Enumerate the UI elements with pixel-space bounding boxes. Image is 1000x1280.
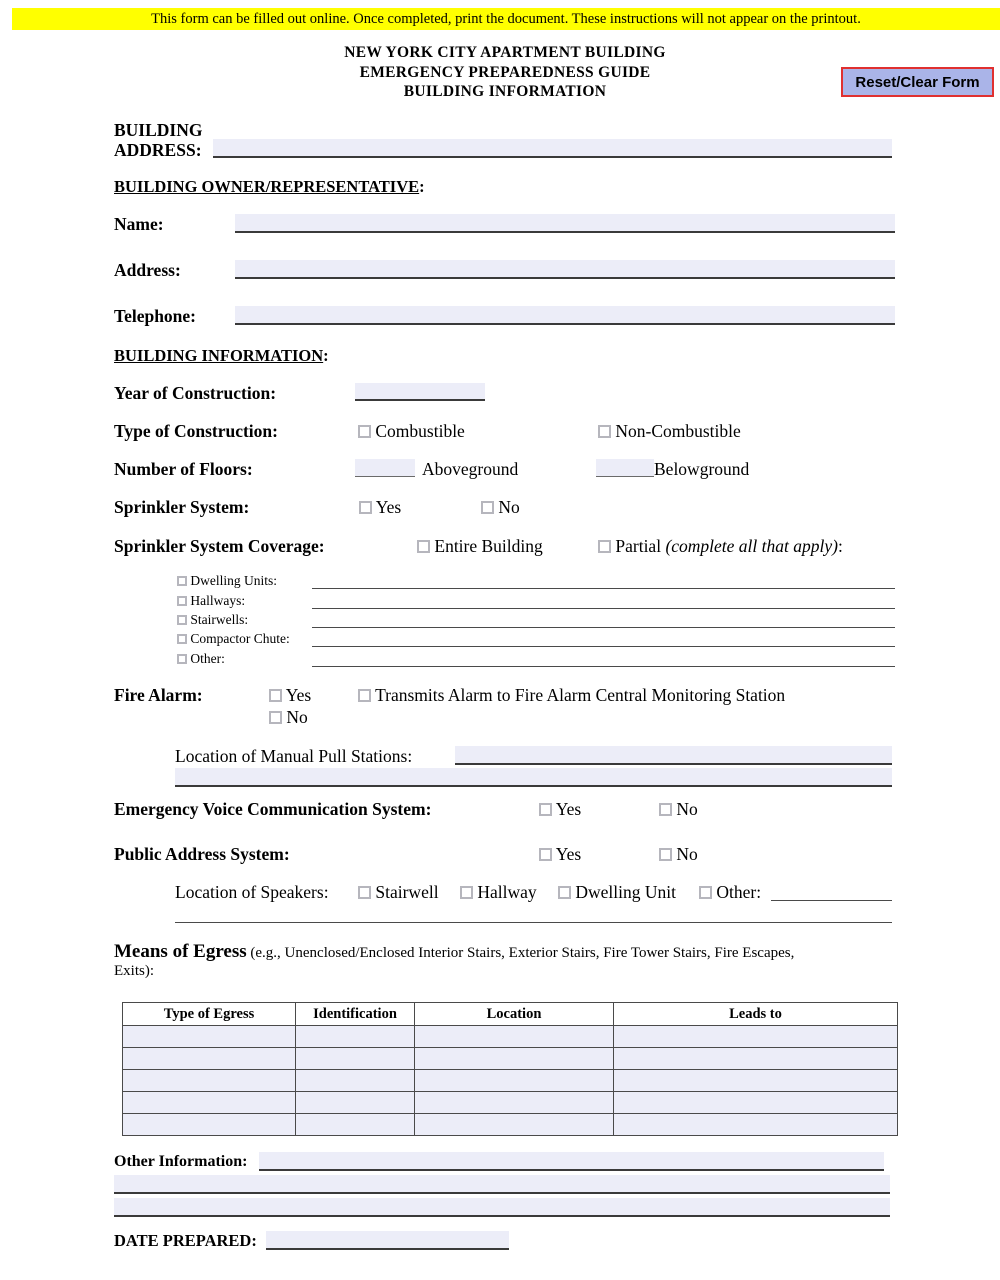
transmits-alarm-checkbox[interactable] bbox=[358, 689, 371, 702]
emergency-voice-no-checkbox[interactable] bbox=[659, 803, 672, 816]
means-of-egress-title: Means of Egress bbox=[114, 941, 247, 962]
speakers-extra-input[interactable] bbox=[175, 906, 892, 923]
cell-leads-to[interactable] bbox=[614, 1092, 898, 1114]
table-row[interactable] bbox=[123, 1092, 898, 1114]
dwelling-units-checkbox[interactable] bbox=[177, 576, 187, 586]
building-info-heading bbox=[114, 346, 329, 366]
cell-identification[interactable] bbox=[296, 1114, 415, 1136]
table-row[interactable] bbox=[123, 1114, 898, 1136]
owner-section-heading bbox=[114, 177, 425, 197]
checkbox-row-emergency-voice-yes[interactable] bbox=[539, 799, 581, 819]
owner-name-input[interactable] bbox=[235, 214, 895, 233]
owner-telephone-label: Telephone: bbox=[114, 306, 197, 326]
public-address-label: Public Address System: bbox=[114, 844, 290, 864]
cell-identification[interactable] bbox=[296, 1026, 415, 1048]
means-of-egress-description-1: (e.g., Unenclosed/Enclosed Interior Stairs, Exterior Stairs, Fire Tower Stairs, Fire Escapes, bbox=[250, 945, 795, 961]
entire-building-label: Entire Building bbox=[434, 536, 543, 556]
type-of-construction-label: Type of Construction: bbox=[114, 421, 278, 441]
other-information-input-1[interactable] bbox=[259, 1152, 884, 1171]
checkbox-row-partial[interactable] bbox=[598, 536, 843, 556]
checkbox-row-entire-building[interactable] bbox=[417, 536, 543, 556]
pull-stations-input-1[interactable] bbox=[455, 746, 892, 765]
other-coverage-checkbox[interactable] bbox=[177, 654, 187, 664]
emergency-voice-no-label: No bbox=[676, 799, 698, 819]
checkbox-row-fire-alarm-no[interactable] bbox=[269, 707, 308, 727]
cell-leads-to[interactable] bbox=[614, 1070, 898, 1092]
means-of-egress-table bbox=[122, 1002, 898, 1136]
public-address-no-checkbox[interactable] bbox=[659, 848, 672, 861]
cell-location[interactable] bbox=[415, 1048, 614, 1070]
number-of-floors-label: Number of Floors: bbox=[114, 459, 253, 479]
transmits-alarm-label: Transmits Alarm to Fire Alarm Central Monitoring Station bbox=[375, 685, 786, 705]
cell-location[interactable] bbox=[415, 1092, 614, 1114]
public-address-yes-label: Yes bbox=[555, 844, 582, 864]
cell-location[interactable] bbox=[415, 1070, 614, 1092]
speakers-label: Location of Speakers: bbox=[175, 882, 329, 902]
speaker-dwelling-unit-label: Dwelling Unit bbox=[575, 882, 676, 902]
compactor-chute-checkbox[interactable] bbox=[177, 634, 187, 644]
emergency-voice-yes-checkbox[interactable] bbox=[539, 803, 552, 816]
checkbox-row-transmits-alarm[interactable] bbox=[358, 685, 785, 705]
other-coverage-input[interactable] bbox=[312, 651, 895, 667]
checkbox-row-public-address-yes[interactable] bbox=[539, 844, 581, 864]
checkbox-row-fire-alarm-yes[interactable] bbox=[269, 685, 311, 705]
sprinkler-no-label: No bbox=[498, 497, 520, 517]
floors-aboveground-input[interactable] bbox=[355, 459, 415, 477]
checkbox-row-speaker-stairwell[interactable] bbox=[358, 882, 439, 902]
stairwells-input[interactable] bbox=[312, 612, 895, 628]
cell-type-of-egress[interactable] bbox=[123, 1048, 296, 1070]
checkbox-row-compactor-chute[interactable] bbox=[177, 631, 290, 647]
speaker-other-checkbox[interactable] bbox=[699, 886, 712, 899]
instruction-banner-text: This form can be filled out online. Once completed, print the document. These instructions will not appear on the printout. bbox=[151, 10, 861, 27]
other-coverage-label: Other: bbox=[190, 651, 225, 666]
date-prepared-label: DATE PREPARED: bbox=[114, 1231, 257, 1250]
checkbox-row-sprinkler-no[interactable] bbox=[481, 497, 520, 517]
fire-alarm-label bbox=[114, 685, 203, 705]
year-of-construction-input[interactable] bbox=[355, 383, 485, 401]
fire-alarm-label-text: Fire Alarm bbox=[114, 685, 197, 705]
dwelling-units-label: Dwelling Units: bbox=[190, 573, 277, 588]
hallways-checkbox[interactable] bbox=[177, 596, 187, 606]
title-line-3: BUILDING INFORMATION bbox=[403, 83, 607, 100]
owner-name-label: Name: bbox=[114, 214, 164, 234]
title-line-2: EMERGENCY PREPAREDNESS GUIDE bbox=[359, 63, 651, 81]
stairwells-checkbox[interactable] bbox=[177, 615, 187, 625]
cell-leads-to[interactable] bbox=[614, 1048, 898, 1070]
sprinkler-yes-checkbox[interactable] bbox=[359, 501, 372, 514]
partial-note: (complete all that apply) bbox=[665, 536, 838, 556]
checkbox-row-combustible[interactable] bbox=[358, 421, 465, 441]
checkbox-row-speaker-dwelling-unit[interactable] bbox=[558, 882, 676, 902]
building-address-label-line1: BUILDING bbox=[114, 120, 203, 140]
cell-identification[interactable] bbox=[296, 1070, 415, 1092]
floors-belowground-label: Belowground bbox=[654, 459, 750, 479]
owner-telephone-input[interactable] bbox=[235, 306, 895, 325]
combustible-label: Combustible bbox=[375, 421, 465, 441]
year-of-construction-label: Year of Construction: bbox=[114, 383, 277, 403]
cell-type-of-egress[interactable] bbox=[123, 1070, 296, 1092]
stairwells-label: Stairwells: bbox=[190, 612, 249, 627]
compactor-chute-label: Compactor Chute: bbox=[190, 631, 290, 646]
checkbox-row-stairwells[interactable] bbox=[177, 612, 248, 628]
cell-location[interactable] bbox=[415, 1114, 614, 1136]
speaker-hallway-label: Hallway bbox=[477, 882, 537, 902]
sprinkler-coverage-label: Sprinkler System Coverage: bbox=[114, 536, 325, 556]
owner-address-label: Address: bbox=[114, 260, 181, 280]
checkbox-row-emergency-voice-no[interactable] bbox=[659, 799, 698, 819]
checkbox-row-sprinkler-yes[interactable] bbox=[359, 497, 401, 517]
building-address-label-line2: ADDRESS: bbox=[114, 140, 202, 160]
fire-alarm-no-label: No bbox=[286, 707, 308, 727]
compactor-chute-input[interactable] bbox=[312, 631, 895, 647]
date-prepared-input[interactable] bbox=[266, 1231, 509, 1250]
column-header-location: Location bbox=[415, 1003, 614, 1026]
sprinkler-yes-label: Yes bbox=[375, 497, 402, 517]
emergency-voice-label: Emergency Voice Communication System: bbox=[114, 799, 432, 819]
title-line-1: NEW YORK CITY APARTMENT BUILDING bbox=[344, 44, 666, 61]
fire-alarm-label-colon: : bbox=[196, 685, 203, 705]
other-information-input-3[interactable] bbox=[114, 1198, 890, 1217]
checkbox-row-hallways[interactable] bbox=[177, 593, 245, 609]
sprinkler-no-checkbox[interactable] bbox=[481, 501, 494, 514]
owner-address-input[interactable] bbox=[235, 260, 895, 279]
partial-note-colon: : bbox=[837, 536, 843, 556]
pull-stations-label: Location of Manual Pull Stations: bbox=[175, 746, 413, 766]
public-address-no-label: No bbox=[676, 844, 698, 864]
building-info-heading-colon: : bbox=[323, 346, 329, 365]
other-information-label: Other Information: bbox=[114, 1153, 248, 1170]
pull-stations-input-2[interactable] bbox=[175, 768, 892, 787]
fire-alarm-yes-label: Yes bbox=[285, 685, 312, 705]
speaker-hallway-checkbox[interactable] bbox=[460, 886, 473, 899]
checkbox-row-speaker-other[interactable] bbox=[699, 882, 761, 902]
table-row[interactable] bbox=[123, 1070, 898, 1092]
cell-type-of-egress[interactable] bbox=[123, 1026, 296, 1048]
hallways-input[interactable] bbox=[312, 593, 895, 609]
fire-alarm-yes-checkbox[interactable] bbox=[269, 689, 282, 702]
cell-identification[interactable] bbox=[296, 1092, 415, 1114]
non-combustible-checkbox[interactable] bbox=[598, 425, 611, 438]
cell-leads-to[interactable] bbox=[614, 1026, 898, 1048]
checkbox-row-dwelling-units[interactable] bbox=[177, 573, 277, 589]
emergency-voice-yes-label: Yes bbox=[555, 799, 582, 819]
cell-type-of-egress[interactable] bbox=[123, 1092, 296, 1114]
means-of-egress-heading bbox=[114, 941, 894, 963]
speaker-other-label: Other: bbox=[716, 882, 762, 902]
column-header-type-of-egress: Type of Egress bbox=[123, 1003, 296, 1026]
checkbox-row-other-coverage[interactable] bbox=[177, 651, 225, 667]
cell-type-of-egress[interactable] bbox=[123, 1114, 296, 1136]
owner-section-heading-text: BUILDING OWNER/REPRESENTATIVE bbox=[114, 177, 420, 196]
table-row[interactable] bbox=[123, 1026, 898, 1048]
speaker-stairwell-label: Stairwell bbox=[375, 882, 439, 902]
fire-alarm-no-checkbox[interactable] bbox=[269, 711, 282, 724]
partial-label: Partial bbox=[615, 536, 662, 556]
building-info-heading-text: BUILDING INFORMATION bbox=[114, 346, 324, 365]
checkbox-row-public-address-no[interactable] bbox=[659, 844, 698, 864]
speaker-dwelling-unit-checkbox[interactable] bbox=[558, 886, 571, 899]
other-information-input-2[interactable] bbox=[114, 1175, 890, 1194]
building-address-input[interactable] bbox=[213, 139, 892, 158]
non-combustible-label: Non-Combustible bbox=[615, 421, 741, 441]
reset-clear-form-button[interactable]: Reset/Clear Form bbox=[841, 67, 994, 97]
hallways-label: Hallways: bbox=[190, 593, 246, 608]
floors-belowground-input[interactable] bbox=[596, 459, 654, 477]
public-address-yes-checkbox[interactable] bbox=[539, 848, 552, 861]
sprinkler-system-label: Sprinkler System: bbox=[114, 497, 250, 517]
checkbox-row-non-combustible[interactable] bbox=[598, 421, 741, 441]
speaker-other-input[interactable] bbox=[771, 884, 892, 901]
cell-identification[interactable] bbox=[296, 1048, 415, 1070]
column-header-leads-to: Leads to bbox=[614, 1003, 898, 1026]
partial-checkbox[interactable] bbox=[598, 540, 611, 553]
dwelling-units-input[interactable] bbox=[312, 573, 895, 589]
entire-building-checkbox[interactable] bbox=[417, 540, 430, 553]
floors-aboveground-label: Aboveground bbox=[422, 459, 519, 479]
table-header-row bbox=[123, 1003, 898, 1026]
column-header-identification: Identification bbox=[296, 1003, 415, 1026]
owner-section-heading-colon: : bbox=[419, 177, 425, 196]
speaker-stairwell-checkbox[interactable] bbox=[358, 886, 371, 899]
instruction-banner bbox=[12, 8, 1000, 30]
means-of-egress-description-2: Exits): bbox=[114, 963, 154, 979]
cell-location[interactable] bbox=[415, 1026, 614, 1048]
cell-leads-to[interactable] bbox=[614, 1114, 898, 1136]
checkbox-row-speaker-hallway[interactable] bbox=[460, 882, 537, 902]
table-row[interactable] bbox=[123, 1048, 898, 1070]
combustible-checkbox[interactable] bbox=[358, 425, 371, 438]
